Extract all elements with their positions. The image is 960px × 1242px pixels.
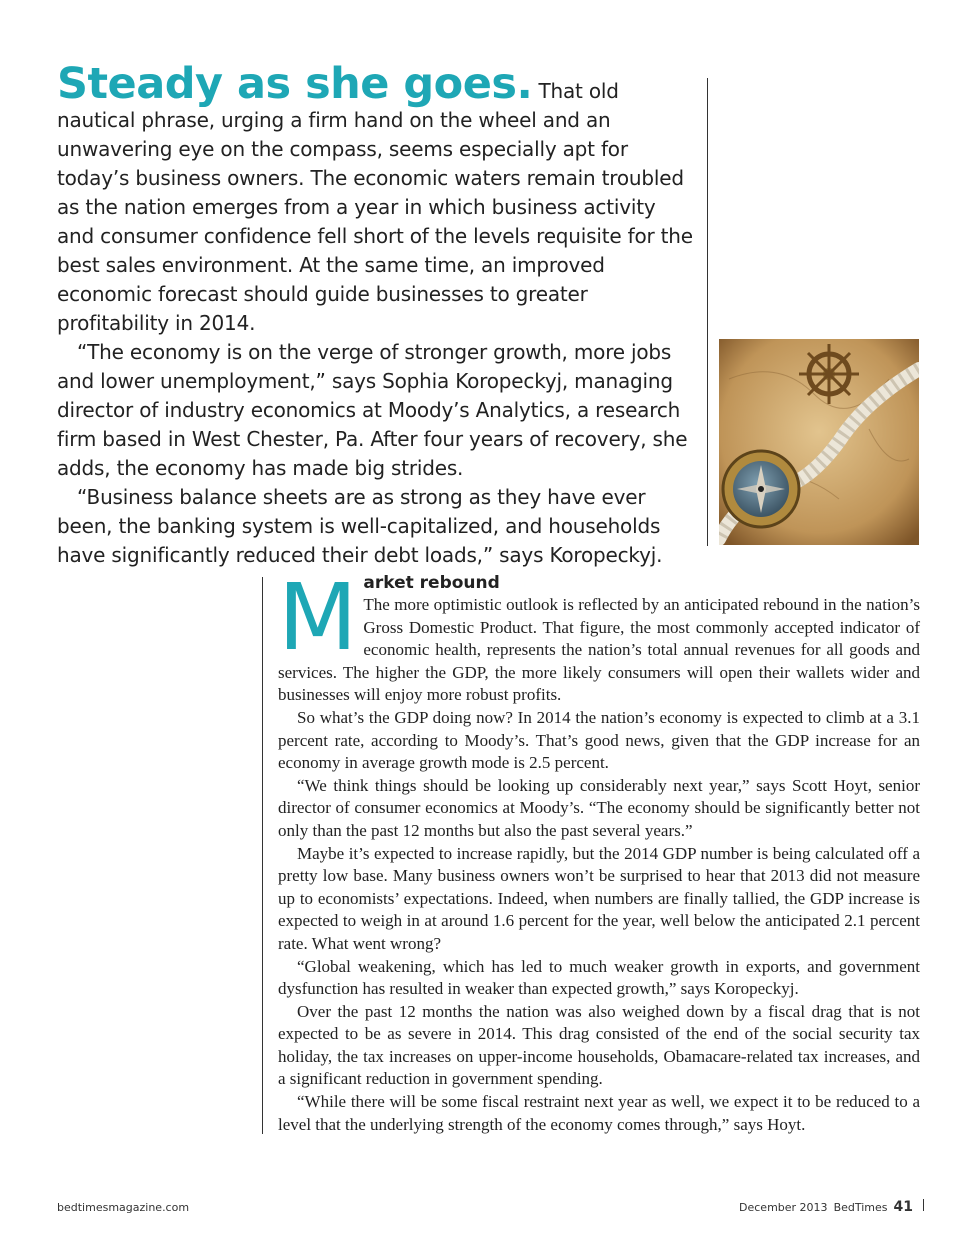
article-rule: [262, 577, 263, 1134]
headline: Steady as she goes.: [57, 59, 533, 109]
dropcap: M: [278, 564, 358, 671]
article-paragraph: [278, 564, 920, 707]
article-paragraph: “Global weakening, which has led to much weaker growth in exports, and government dysfunction has resulted in weaker than expected growth,” says Koropeckyj.: [278, 956, 920, 999]
footer-website[interactable]: bedtimesmagazine.com: [57, 1201, 190, 1214]
intro-block: [57, 59, 697, 570]
article-paragraph: Over the past 12 months the nation was also weighed down by a fiscal drag that is not expected to be as severe in 2014. This drag consisted of the end of the social security tax holiday, the tax increases on upper-income households, Obamacare-related tax increases, and a significant reduction in government spending.: [278, 1001, 920, 1089]
compass-icon: [723, 451, 799, 527]
article-paragraph: “We think things should be looking up considerably next year,” says Scott Hoyt, senior director of consumer economics at Moody’s. “The economy should be significantly better not only than the past 12 months but also the past several years.”: [278, 775, 920, 840]
folio-rule: [923, 1199, 924, 1211]
intro-paragraph-2: “The economy is on the verge of stronger growth, more jobs and lower unemployment,” says Sophia Koropeckyj, managing director of industry economics at Moody’s Analytics, a research firm based in West Chester, Pa. After four years of recovery, she adds, the economy has made big strides.: [57, 340, 688, 480]
nautical-photo: [719, 339, 919, 545]
subhead: arket rebound: [363, 573, 500, 593]
paragraph-text: The more optimistic outlook is reflected by an anticipated rebound in the nation’s Gross Domestic Product. That figure, the most commonly accepted indicator of economic health, represents the nation’s total annual revenues for all goods and services. The higher the GDP, the more likely consumers will open their wallets wider and businesses will enjoy more robust profits.: [278, 595, 920, 705]
article-paragraph: Maybe it’s expected to increase rapidly, but the 2014 GDP number is being calculated off a pretty low base. Many business owners won’t be surprised to hear that 2013 did not measure up to economists’ expectations. Indeed, when numbers are finally tallied, the GDP increase is expected to weigh in at around 1.6 percent for the year, well below the anticipated 2.1 percent rate. What went wrong?: [278, 843, 920, 953]
article-paragraph: “While there will be some fiscal restraint next year as well, we expect it to be reduced to a level that the underlying strength of the economy comes through,” says Hoyt.: [278, 1092, 920, 1134]
footer-folio: [739, 1199, 924, 1215]
article-paragraph: So what’s the GDP doing now? In 2014 the nation’s economy is expected to climb at a 3.1 percent rate, according to Moody’s. That’s good news, given that the GDP increase for an economy in average growth mode is 2.5 percent.: [278, 707, 920, 773]
intro-paragraph-3: “Business balance sheets are as strong as they have ever been, the banking system is well-capitalized, and households have significantly reduced their debt loads,” says Koropeckyj.: [57, 485, 663, 567]
page-number: 41: [893, 1199, 913, 1215]
intro-lead-text: That old nautical phrase, urging a firm hand on the wheel and an unwavering eye on the compass, seems especially apt for today’s business owners. The economic waters remain troubled as the nation emerges from a year in which business activity and consumer confidence fell short of the levels requisite for the best sales environment. At the same time, an improved economic forecast should guide businesses to greater profitability in 2014.: [57, 79, 693, 335]
article-body: [278, 564, 920, 1136]
intro-paragraph-1: [57, 59, 697, 338]
ship-wheel-icon: [799, 344, 859, 404]
column-divider: [707, 78, 708, 546]
nautical-illustration: [719, 339, 919, 545]
footer-issue: December 2013: [739, 1201, 828, 1214]
footer-magazine: BedTimes: [833, 1201, 888, 1214]
